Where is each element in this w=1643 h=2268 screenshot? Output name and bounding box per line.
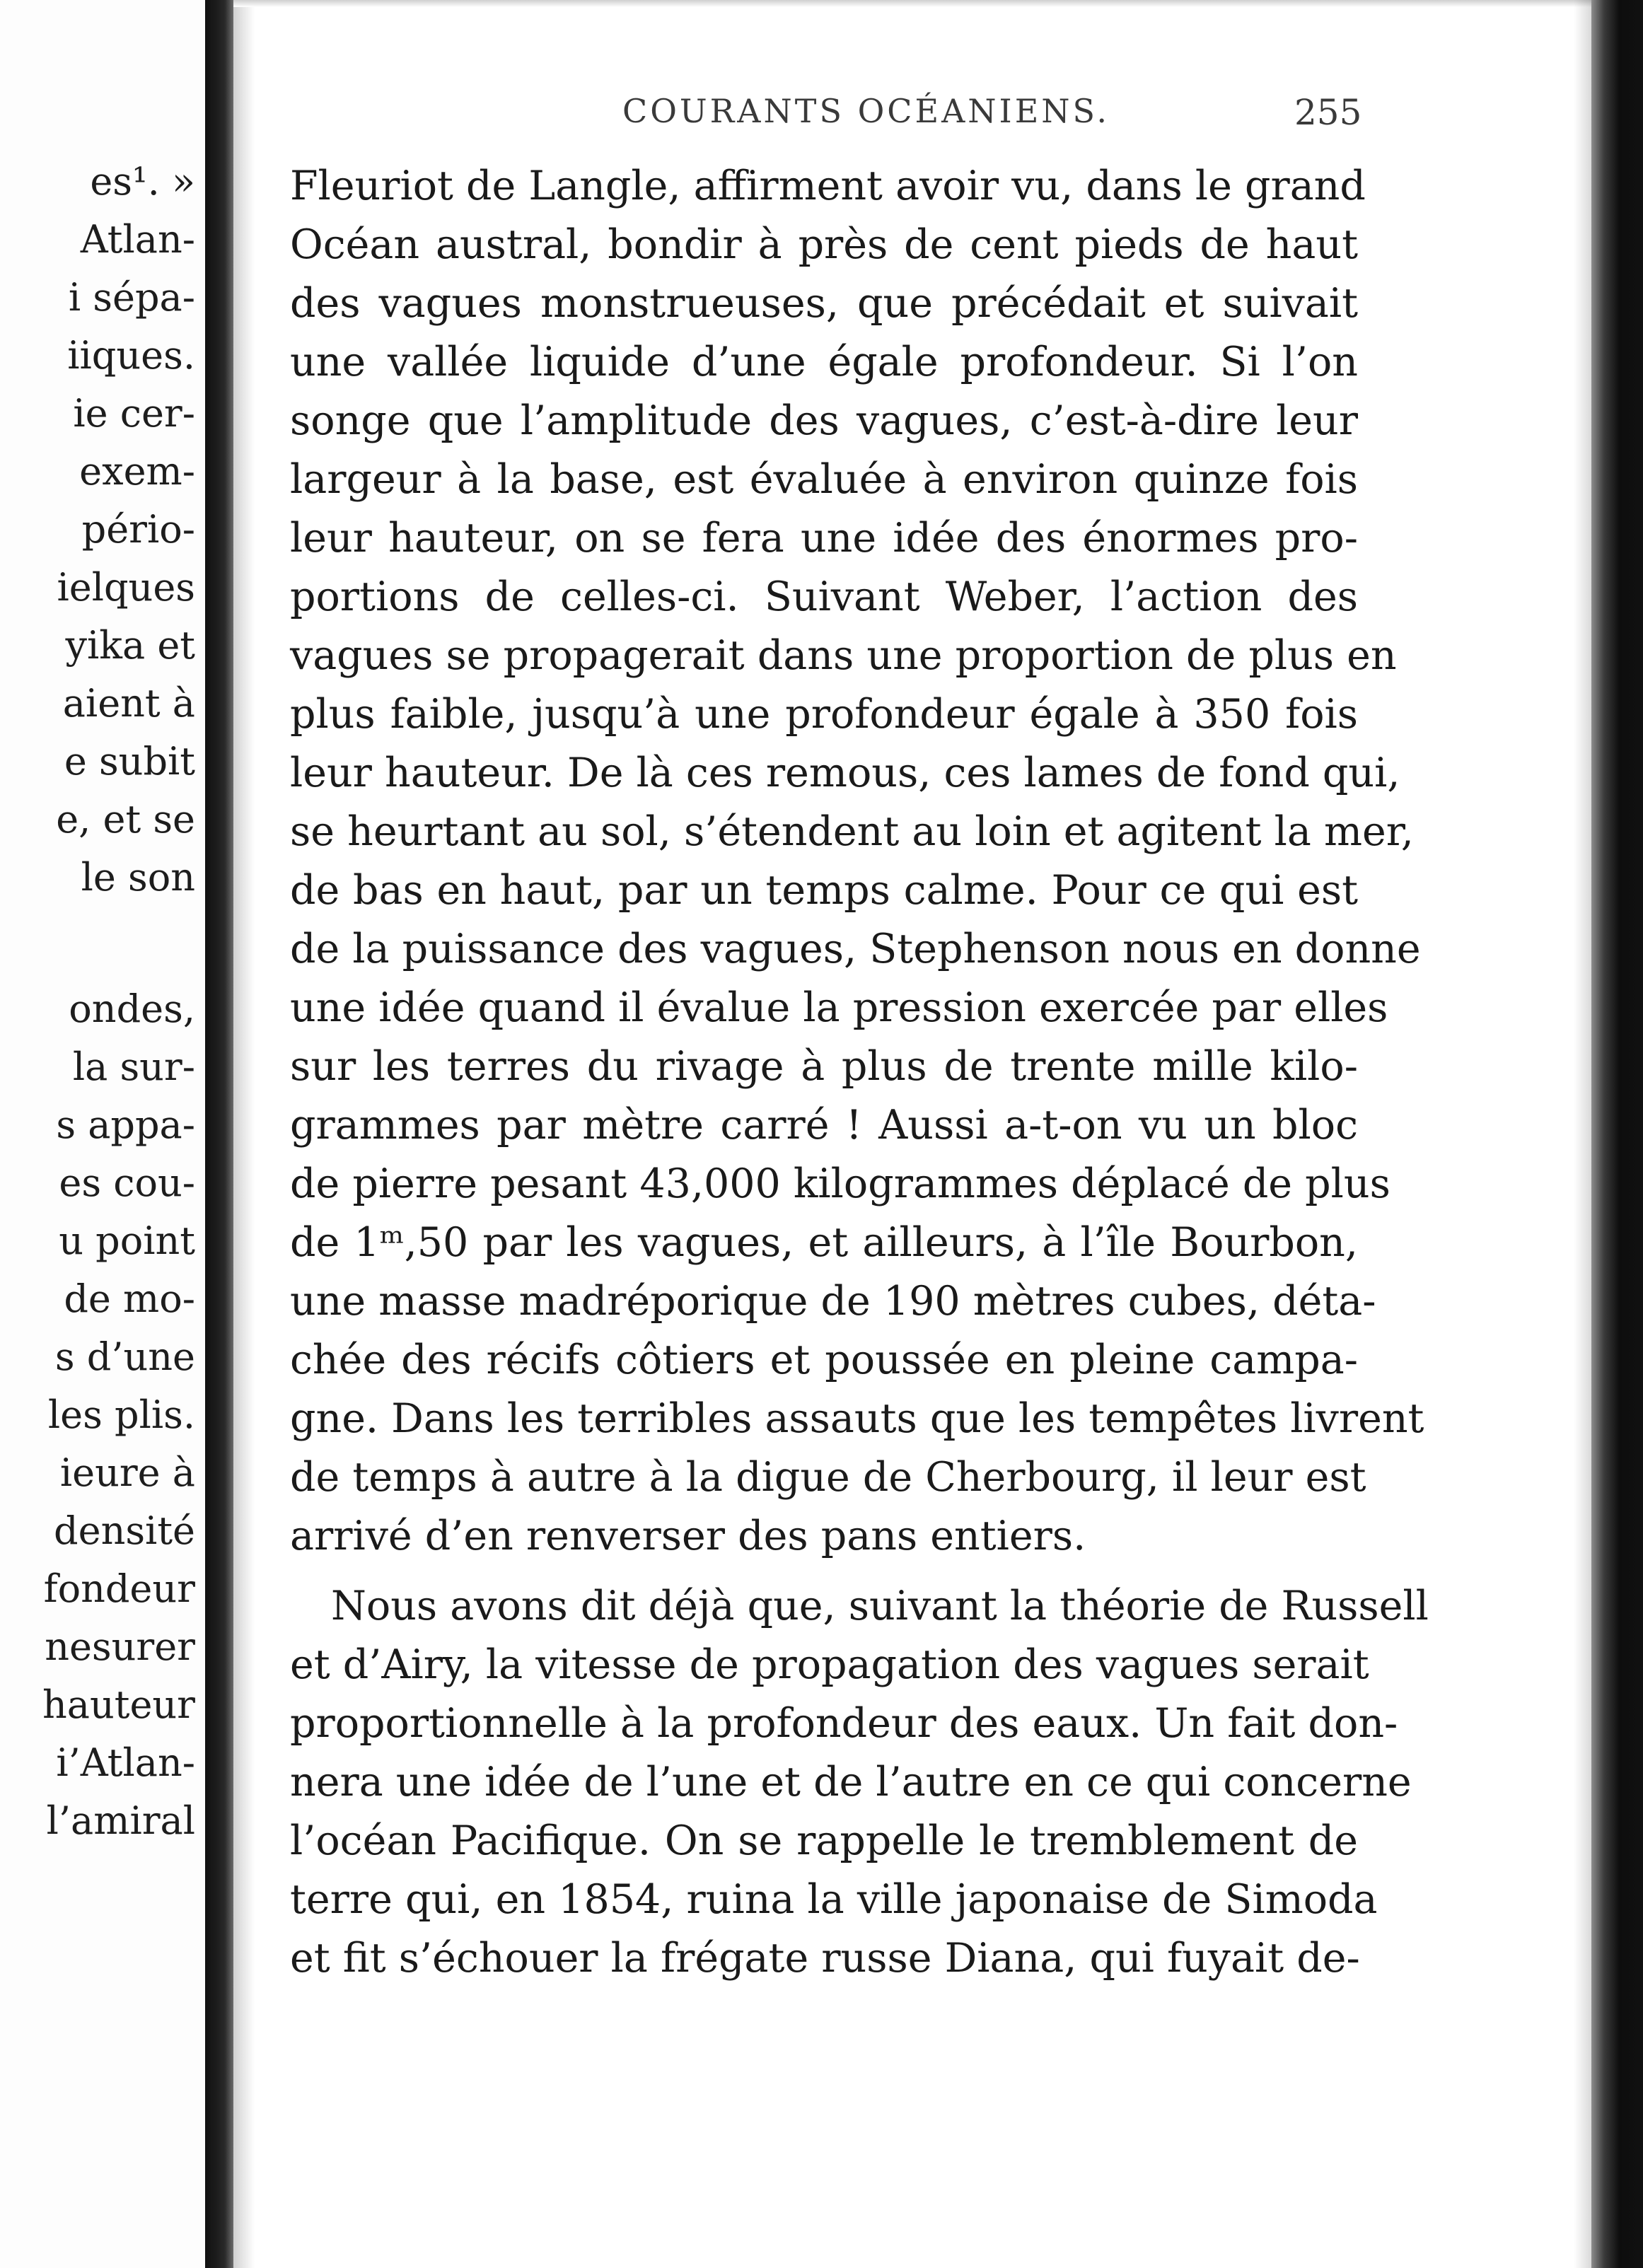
text-line: proportionnelle à la profondeur des eaux. Un fait don- — [290, 1700, 1398, 1747]
left-page-fragment — [0, 0, 205, 2268]
left-line: es cou- — [59, 1161, 195, 1205]
left-line: ie cer- — [73, 391, 195, 436]
text-line: une vallée liquide d’une égale profondeur. Si l’on — [290, 339, 1358, 385]
left-line: s appa- — [56, 1103, 195, 1147]
page-edge-shadow — [1574, 0, 1591, 2268]
left-line: Atlan- — [80, 217, 195, 262]
text-line: l’océan Pacifique. On se rappelle le tremblement de — [290, 1818, 1358, 1864]
left-line: yika et — [65, 623, 195, 668]
text-line: songe que l’amplitude des vagues, c’est-à-dire leur — [290, 397, 1358, 444]
left-line: e, et se — [56, 797, 195, 842]
text-line: et fit s’échouer la frégate russe Diana, qui fuyait de- — [290, 1935, 1360, 1982]
text-line: de 1ᵐ,50 par les vagues, et ailleurs, à l’île Bourbon, — [290, 1219, 1358, 1266]
text-line: Fleuriot de Langle, affirment avoir vu, dans le grand — [290, 163, 1366, 209]
left-line: la sur- — [72, 1045, 195, 1089]
left-line: le son — [81, 855, 195, 900]
left-line: u point — [59, 1219, 195, 1263]
left-line: s d’une — [54, 1334, 195, 1379]
left-line: densité — [54, 1508, 195, 1553]
text-line: de temps à autre à la digue de Cherbourg, il leur est — [290, 1454, 1366, 1501]
text-line: vagues se propagerait dans une proportion de plus en — [290, 632, 1397, 679]
left-line: i sépa- — [68, 275, 195, 320]
text-line: portions de celles-ci. Suivant Weber, l’action des — [290, 574, 1358, 620]
text-line: largeur à la base, est évaluée à environ quinze fois — [290, 456, 1358, 503]
text-line: une idée quand il évalue la pression exercée par elles — [290, 984, 1388, 1031]
left-line: iiques. — [67, 333, 195, 378]
text-line: gne. Dans les terribles assauts que les tempêtes livrent — [290, 1395, 1424, 1442]
text-line: arrivé d’en renverser des pans entiers. — [290, 1513, 1086, 1559]
left-line: ondes, — [69, 987, 195, 1031]
left-line: exem- — [79, 449, 195, 494]
left-line: ielques — [57, 565, 195, 610]
text-line: de la puissance des vagues, Stephenson nous en donne — [290, 926, 1421, 972]
text-line: terre qui, en 1854, ruina la ville japonaise de Simoda — [290, 1876, 1378, 1923]
main-text-block — [290, 157, 1429, 1988]
left-line: de mo- — [64, 1277, 195, 1321]
left-line: ieure à — [59, 1450, 195, 1495]
left-line: e subit — [64, 739, 195, 784]
left-line: pério- — [81, 507, 195, 552]
left-line: l’amiral — [46, 1798, 195, 1843]
left-line: les plis. — [47, 1392, 195, 1437]
left-line: hauteur — [42, 1682, 195, 1727]
text-line: nera une idée de l’une et de l’autre en ce qui concerne — [290, 1759, 1412, 1805]
text-line: et d’Airy, la vitesse de propagation des vagues serait — [290, 1641, 1369, 1688]
left-line: nesurer — [45, 1624, 195, 1669]
text-line: plus faible, jusqu’à une profondeur égale à 350 fois — [290, 691, 1358, 738]
left-line: aient à — [62, 681, 195, 726]
text-line: sur les terres du rivage à plus de trente mille kilo- — [290, 1043, 1358, 1090]
text-line: leur hauteur. De là ces remous, ces lames de fond qui, — [290, 750, 1400, 796]
text-line: se heurtant au sol, s’étendent au loin et agitent la mer, — [290, 808, 1414, 855]
text-line: des vagues monstrueuses, que précédait et suivait — [290, 280, 1358, 327]
running-title: COURANTS OCÉANIENS. — [622, 92, 1110, 130]
text-line: chée des récifs côtiers et poussée en pleine campa- — [290, 1337, 1358, 1383]
page-top-edge — [233, 0, 1591, 7]
text-line: de pierre pesant 43,000 kilogrammes déplacé de plus — [290, 1161, 1391, 1207]
text-line: leur hauteur, on se fera une idée des énormes pro- — [290, 515, 1358, 562]
text-line: de bas en haut, par un temps calme. Pour ce qui est — [290, 867, 1358, 914]
book-gutter — [205, 0, 233, 2268]
text-line: Océan austral, bondir à près de cent pieds de haut — [290, 221, 1358, 268]
page-number: 255 — [1294, 92, 1362, 133]
left-line: es¹. » — [90, 159, 195, 204]
book-right-edge — [1591, 0, 1643, 2268]
gutter-shadow — [233, 0, 255, 2268]
left-line: i’Atlan- — [56, 1740, 195, 1785]
left-line: fondeur — [43, 1566, 195, 1611]
paragraph-start-line: Nous avons dit déjà que, suivant la théorie de Russell — [331, 1583, 1429, 1629]
text-line: grammes par mètre carré ! Aussi a-t-on vu un bloc — [290, 1102, 1358, 1148]
text-line: une masse madréporique de 190 mètres cubes, déta- — [290, 1278, 1376, 1325]
